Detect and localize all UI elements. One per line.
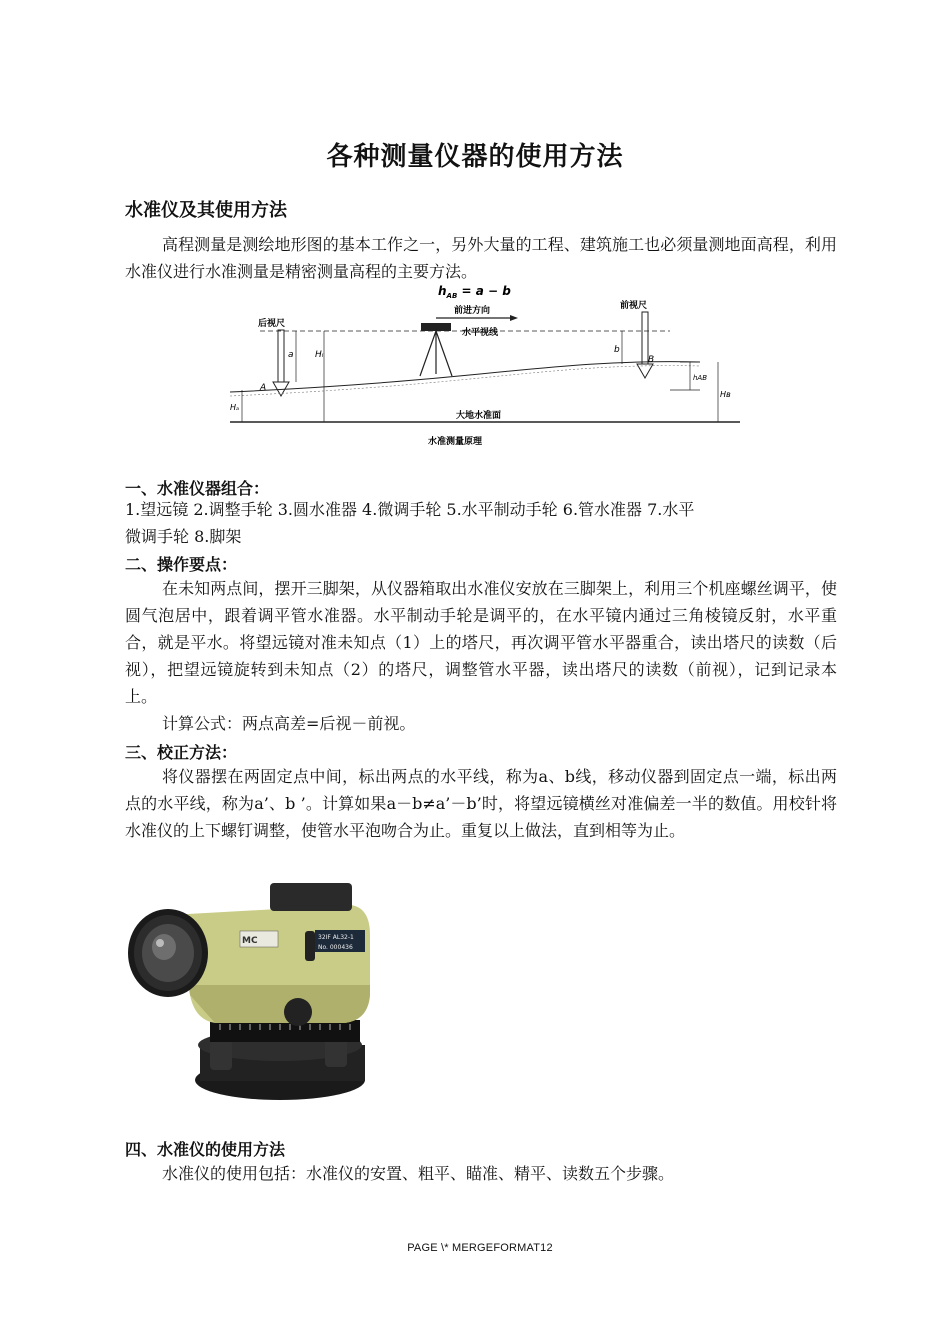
front-rod-label: 前视尺 xyxy=(620,301,648,311)
formula-line: 计算公式：两点高差=后视－前视。 xyxy=(162,714,416,733)
diagram-caption: 水准测量原理 xyxy=(428,437,483,447)
svg-text:A: A xyxy=(260,383,267,393)
direction-label: 前进方向 xyxy=(454,306,491,316)
serial-badge: No. 000436 xyxy=(318,944,353,951)
section-heading: 水准仪及其使用方法 xyxy=(125,200,287,221)
calibration-paragraph: 将仪器摆在两固定点中间，标出两点的水平线，称为a、b线，移动仪器到固定点一端，标出两点的水平线，称为a’、b ’。计算如果a－b≠a’－b’时，将望远镜横丝对准偏差一半的数值。用校针将水准仪的上下螺钉调整，使管水平泡吻合为止。重复以上做法，直到相等为止。 xyxy=(125,767,837,840)
brand-badge: MC xyxy=(242,936,258,946)
svg-text:Hᵢ: Hᵢ xyxy=(315,350,324,360)
components-line-2: 微调手轮 8.脚架 xyxy=(125,527,242,546)
page-title: 各种测量仪器的使用方法 xyxy=(326,142,624,172)
svg-text:b: b xyxy=(614,345,620,355)
back-rod xyxy=(278,330,284,382)
section-3-heading: 三、校正方法： xyxy=(125,743,238,762)
line-of-sight-label: 水平视线 xyxy=(462,328,499,338)
svg-text:a: a xyxy=(288,350,294,360)
section-4-heading: 四、水准仪的使用方法 xyxy=(125,1140,286,1159)
datum-label: 大地水准面 xyxy=(456,411,502,421)
back-rod-label: 后视尺 xyxy=(258,319,286,329)
section-1-heading: 一、水准仪器组合： xyxy=(125,479,270,498)
svg-text:B: B xyxy=(648,355,655,365)
level-instrument xyxy=(421,323,451,331)
section-2-heading: 二、操作要点： xyxy=(125,555,238,574)
leveling-principle-diagram xyxy=(200,282,760,452)
components-line-1: 1.望远镜 2.调整手轮 3.圆水准器 4.微调手轮 5.水平制动手轮 6.管水准器 7.水平 xyxy=(125,500,695,519)
level-instrument-photo xyxy=(120,875,370,1115)
diagram-formula: $h_{AB} = a - b$ xyxy=(438,284,511,300)
model-badge: 32IF AL32-1 xyxy=(318,934,354,941)
page-footer-field: PAGE \* MERGEFORMAT12 xyxy=(407,1242,553,1254)
svg-text:hAB: hAB xyxy=(693,374,708,382)
usage-paragraph: 水准仪的使用包括：水准仪的安置、粗平、瞄准、精平、读数五个步骤。 xyxy=(162,1164,675,1183)
svg-text:Hʙ: Hʙ xyxy=(720,390,731,399)
svg-text:Hₐ: Hₐ xyxy=(230,403,240,412)
intro-paragraph: 高程测量是测绘地形图的基本工作之一，另外大量的工程、建筑施工也必须量测地面高程，利用水准仪进行水准测量是精密测量高程的主要方法。 xyxy=(125,235,837,281)
operation-paragraph: 在未知两点间，摆开三脚架，从仪器箱取出水准仪安放在三脚架上，利用三个机座螺丝调平，使圆气泡居中，跟着调平管水准器。水平制动手轮是调平的，在水平镜内通过三角棱镜反射，水平重合，就是平水。将望远镜对准未知点（1）上的塔尺，再次调平管水平器重合，读出塔尺的读数（后视），把望远镜旋转到未知点（2）的塔尺，调整管水平器，读出塔尺的读数（前视），记到记录本上。 xyxy=(125,579,837,706)
